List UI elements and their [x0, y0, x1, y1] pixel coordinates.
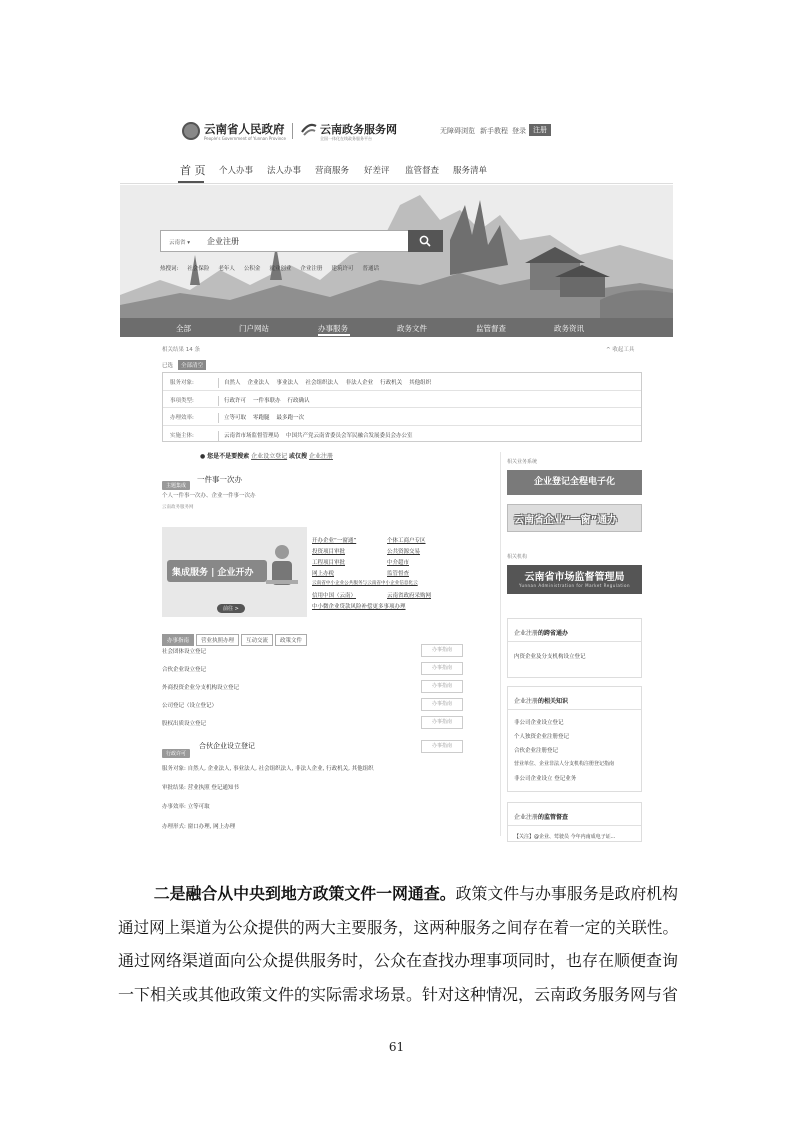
box-title [514, 628, 568, 637]
guide-link[interactable]: 新手教程 [480, 127, 508, 135]
accessibility-link[interactable]: 无障碍浏览 [440, 127, 475, 135]
national-emblem-icon [182, 122, 200, 140]
search-suggestion [200, 451, 333, 460]
filter-values [218, 396, 317, 406]
service-attr [162, 764, 374, 772]
quick-link[interactable]: 中介超市 [387, 560, 410, 566]
attr-key: 审批结果: [162, 785, 186, 791]
filter-panel [162, 372, 642, 442]
gov-subtitle: People's Government of Yunnan Province [204, 136, 286, 141]
main-nav [120, 150, 673, 184]
body-paragraph-line: 一下相关或其他政策文件的实际需求场景。针对这种情况，云南政务服务网与省 [118, 985, 679, 1004]
subtab-license[interactable]: 营业执照办理 [196, 634, 239, 646]
knowledge-box [507, 686, 642, 792]
tab-services[interactable]: 办事服务 [318, 324, 348, 333]
item-name[interactable]: 社会团体设立登记 [162, 649, 207, 655]
region-select[interactable]: 云南省 ▾ [169, 240, 191, 246]
theme-subtitle: 个人一件事一次办、企业一件事一次办 [162, 493, 256, 499]
box-title-keyword: 企业注册 [514, 698, 539, 705]
list-item [162, 678, 467, 696]
result-tabs [120, 318, 673, 337]
search-button[interactable] [408, 230, 443, 252]
selected-label: 已选 [162, 363, 174, 369]
body-paragraph-line: 通过网络渠道面向公众提供服务时，公众在查找办理事项同时，也存在顺便查询 [118, 951, 679, 970]
clear-all-button[interactable]: 全部清空 [178, 360, 206, 370]
quick-link[interactable]: 网上办税 [312, 571, 335, 577]
suggestion-prefix: 您是不是要搜索 [207, 453, 250, 460]
promo-go-button[interactable]: 前往 > [217, 604, 245, 613]
filter-row [163, 408, 641, 426]
lead-bold: 二是融合从中央到地方政策文件一网通查。 [153, 884, 456, 903]
box-title [514, 696, 568, 705]
filter-row [163, 391, 641, 409]
filter-option[interactable]: 非法人企业 [345, 380, 374, 386]
search-query[interactable]: 企业注册 [207, 237, 239, 246]
filter-option[interactable]: 企业法人 [247, 380, 270, 386]
box-divider [508, 641, 641, 642]
hot-label: 热搜词: [160, 266, 179, 272]
related-orgs-heading: 相关机构 [507, 554, 528, 560]
collapse-tools-link[interactable]: ^ 收起工具 [606, 347, 635, 353]
site-title[interactable]: 云南政务服务网 [320, 123, 397, 136]
hot-term[interactable]: 公积金 [243, 266, 261, 272]
box-link[interactable]: 非公司企业设立 登记业务 [514, 776, 577, 782]
promo-banner[interactable] [162, 527, 307, 617]
nav-business[interactable]: 营商服务 [315, 166, 350, 176]
filter-values [218, 413, 311, 423]
filter-option[interactable]: 中国共产党云南省委员会军民融合发展委员会办公室 [286, 432, 413, 439]
theme-title[interactable]: 一件事一次办 [197, 475, 242, 484]
filter-option[interactable]: 零跑腿 [253, 415, 270, 421]
portal-screenshot [120, 110, 673, 840]
search-icon [419, 235, 431, 247]
filter-option[interactable]: 事业法人 [276, 380, 299, 386]
attr-value: 自然人, 企业法人, 事业法人, 社会组织法人, 非法人企业, 行政机关, 其他组织 [187, 766, 374, 772]
top-links [440, 126, 513, 136]
box-link[interactable]: 个人独资企业注册登记 [514, 734, 570, 740]
attr-key: 办理形式: [162, 824, 186, 830]
attr-key: 服务对象: [162, 766, 186, 772]
filter-label: 服务对象: [170, 380, 194, 386]
suggestion-dot-icon: ● [200, 453, 208, 460]
filter-option[interactable]: 行政机关 [380, 380, 403, 386]
box-divider [508, 709, 641, 710]
filter-label: 实施主体: [170, 432, 194, 439]
attr-key: 办事效率: [162, 804, 186, 810]
tab-supervision[interactable]: 监管督查 [476, 324, 506, 333]
filter-values [218, 378, 438, 388]
page-number: 61 [388, 1040, 405, 1054]
quick-link[interactable]: 监管督查 [387, 571, 410, 577]
nav-review[interactable]: 好差评 [364, 166, 390, 176]
tab-documents[interactable]: 政务文件 [397, 324, 427, 333]
box-title-rest: 的跨省通办 [538, 630, 569, 637]
quick-link[interactable]: 投资项目审批 [312, 549, 346, 555]
list-item [162, 714, 467, 732]
list-item [162, 696, 467, 714]
body-paragraph-line [118, 881, 679, 904]
nav-active-indicator [178, 181, 204, 183]
filter-row [163, 373, 641, 391]
suggestion-or: 或仅搜 [289, 453, 308, 460]
active-tab-indicator [318, 334, 350, 336]
one-window-button[interactable] [507, 504, 642, 532]
box-link[interactable]: 内资企业及分支机构设立登记 [514, 654, 586, 660]
box-title [514, 812, 568, 821]
site-subtitle: 全国一体化在线政务服务平台 [320, 136, 372, 141]
quick-link[interactable]: 开办企业“一窗通” [312, 538, 357, 544]
guide-button[interactable]: 办事指南 [421, 644, 463, 657]
filter-option[interactable]: 社会组织法人 [305, 380, 339, 386]
market-regulation-logo[interactable] [507, 565, 642, 594]
supervision-box [507, 802, 642, 842]
one-window-label: 云南省企业“一窗”通办 [514, 515, 618, 526]
site-logo-icon [301, 122, 317, 136]
item-name[interactable]: 合伙企业设立登记 [162, 667, 207, 673]
market-regulation-en: Yunnan Administration for Market Regulation [518, 583, 631, 588]
subtab-interaction[interactable]: 互动交流 [241, 634, 273, 646]
hot-term[interactable]: 老年人 [218, 266, 235, 272]
site-header [120, 110, 673, 150]
tab-news[interactable]: 政务资讯 [554, 324, 584, 333]
subtab-guide[interactable]: 办事指南 [162, 634, 194, 646]
login-link[interactable]: 登录 [512, 127, 526, 135]
quick-link[interactable]: 公共资源交易 [387, 549, 421, 555]
list-item [162, 660, 467, 678]
line1-rest: 政策文件与办事服务是政府机构 [455, 884, 679, 903]
guide-button[interactable]: 办事指南 [421, 698, 463, 711]
quick-link[interactable]: 云南省中小企业公共服务与云南省中小企业信息化云 [312, 581, 418, 586]
box-divider [508, 825, 641, 826]
service-title[interactable]: 合伙企业设立登记 [199, 742, 255, 750]
filter-option[interactable]: 行政确认 [287, 397, 310, 404]
tab-all[interactable]: 全部 [176, 324, 191, 333]
theme-badge: 主题集成 [162, 481, 190, 490]
nav-legal-person[interactable]: 法人办事 [267, 166, 302, 176]
tab-portal[interactable]: 门户网站 [239, 324, 269, 333]
related-systems-heading: 相关业务系统 [507, 459, 538, 465]
filter-label: 事项类型: [170, 397, 194, 404]
search-input[interactable] [160, 230, 410, 252]
service-type-badge: 行政许可 [162, 749, 190, 758]
promo-text: 集成服务 | 企业开办 [172, 568, 254, 578]
filter-option[interactable]: 行政许可 [224, 397, 247, 404]
box-title-rest: 的相关知识 [538, 698, 569, 705]
quick-link[interactable]: 工程项目审批 [312, 560, 346, 566]
filter-label: 办理效率: [170, 415, 194, 421]
filter-option[interactable]: 自然人 [224, 380, 241, 386]
box-title-keyword: 企业注册 [514, 630, 539, 637]
nav-home[interactable]: 首 页 [180, 164, 206, 177]
person-figure-icon [262, 542, 302, 597]
attr-value: 窗口办理, 网上办理 [187, 824, 236, 830]
filter-row [163, 426, 641, 444]
box-link[interactable]: 合伙企业注册登记 [514, 748, 559, 754]
cross-province-box [507, 618, 642, 678]
attr-value: 立等可取 [187, 804, 210, 810]
service-attr [162, 822, 235, 830]
filter-values [218, 431, 420, 441]
item-name[interactable]: 股权出质设立登记 [162, 721, 207, 727]
box-link[interactable]: 营业单位、企业非法人分支机构注册登记指南 [514, 761, 615, 767]
guide-button[interactable]: 办事指南 [421, 716, 463, 729]
filter-option[interactable]: 立等可取 [224, 415, 247, 421]
box-link[interactable]: 非公司企业设立登记 [514, 720, 564, 726]
filter-option[interactable]: 云南省市场监督管理局 [224, 432, 280, 439]
filter-option[interactable]: 其他组织 [409, 380, 432, 386]
item-name[interactable]: 外商投资企业分支机构设立登记 [162, 685, 240, 691]
nav-personal[interactable]: 个人办事 [219, 166, 254, 176]
original-query-link[interactable]: 企业注册 [308, 453, 333, 460]
market-regulation-cn: 云南省市场监督管理局 [524, 572, 625, 583]
filter-option[interactable]: 一件事联办 [253, 397, 281, 404]
gov-title[interactable]: 云南省人民政府 [204, 122, 285, 136]
body-paragraph-line: 通过网上渠道为公众提供的两大主要服务，这两种服务之间存在着一定的关联性。 [118, 918, 679, 937]
nav-supervision[interactable]: 监管督查 [405, 166, 440, 176]
hot-term[interactable]: 普通话 [362, 266, 379, 272]
box-title-keyword: 企业注册 [514, 814, 539, 821]
register-button[interactable]: 注册 [529, 124, 551, 136]
nav-service-list[interactable]: 服务清单 [453, 166, 488, 176]
theme-source: 云南政务服务网 [162, 505, 194, 510]
hot-search-terms [160, 264, 388, 272]
filter-option[interactable]: 最多跑一次 [276, 415, 305, 421]
header-divider [292, 123, 293, 139]
box-title-rest: 的监管督查 [538, 814, 569, 821]
hot-term[interactable]: 就业创业 [269, 266, 292, 272]
hot-term[interactable]: 建筑许可 [331, 266, 354, 272]
theme-card [162, 472, 472, 727]
suggestion-link[interactable]: 企业设立登记 [251, 453, 288, 460]
guide-button[interactable]: 办事指南 [421, 680, 463, 693]
quick-link[interactable]: 云南省政府采购网 [387, 593, 432, 599]
hot-term[interactable]: 企业注册 [300, 266, 323, 272]
quick-link[interactable]: 信用中国（云南） [312, 593, 357, 599]
list-item [162, 642, 467, 660]
attr-value: 营业执照 登记通知书 [187, 785, 239, 791]
quick-link[interactable]: 中小微企业贷款风险补偿更多事项办理 [312, 604, 406, 610]
quick-link[interactable]: 个体工商户专区 [387, 538, 426, 544]
hot-term[interactable]: 社会保险 [187, 266, 210, 272]
box-link[interactable]: 【关注】@企业、莺驶员 今年内南成电子证... [514, 834, 616, 840]
subtab-policy[interactable]: 政策文件 [275, 634, 307, 646]
result-count: 相关结果 14 条 [162, 347, 200, 353]
item-name[interactable]: 公司登记（设立登记） [162, 703, 218, 709]
service-result-card [162, 740, 467, 830]
right-sidebar [500, 452, 645, 840]
guide-button[interactable]: 办事指南 [421, 740, 463, 753]
search-banner [120, 185, 673, 318]
service-attr [162, 802, 210, 810]
service-attr [162, 783, 239, 791]
e-registration-button[interactable]: 企业登记全程电子化 [507, 470, 642, 495]
guide-button[interactable]: 办事指南 [421, 662, 463, 675]
